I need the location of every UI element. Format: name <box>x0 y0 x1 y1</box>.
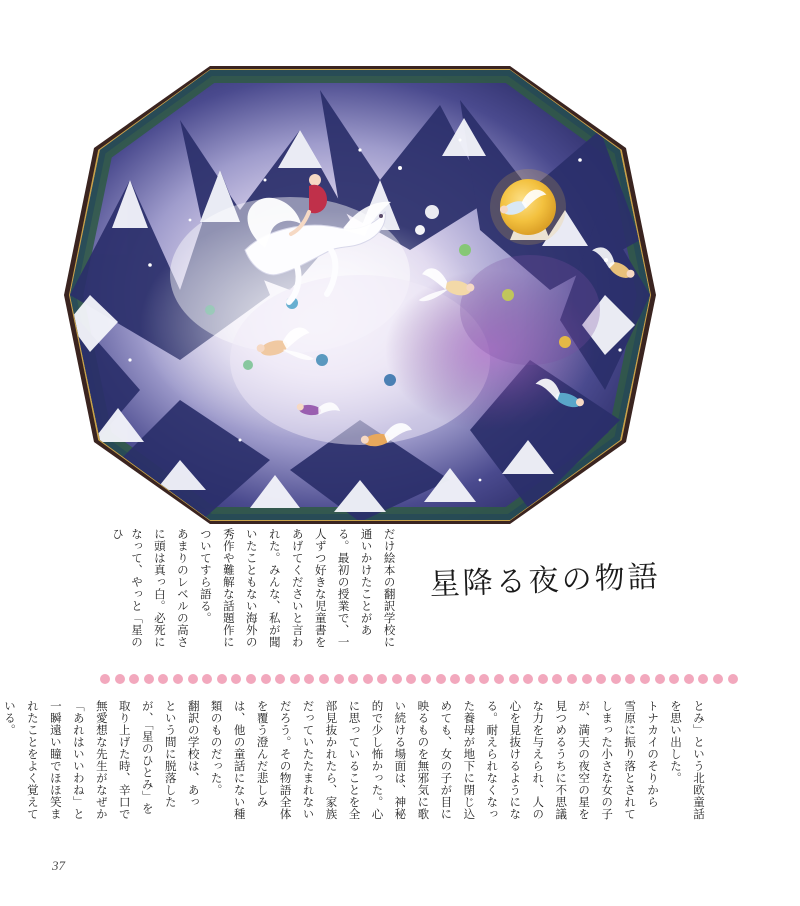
divider-dot <box>509 674 519 684</box>
divider-dot <box>363 674 373 684</box>
divider-dot <box>261 674 271 684</box>
lower-column-1: 雪原に振り落とされて <box>623 700 638 820</box>
night-sky-painting <box>60 60 660 530</box>
divider-dot <box>728 674 738 684</box>
lower-column-19: 類のものだった。 <box>209 700 224 796</box>
divider-dot <box>625 674 635 684</box>
page-number: 37 <box>52 858 65 873</box>
lower-column-18: は、他の童話にない種 <box>232 700 247 820</box>
divider-dot <box>552 674 562 684</box>
lower-column-21: という間に脱落した <box>163 700 178 808</box>
lower-column-4: 見つめるうちに不思議 <box>554 700 569 820</box>
divider-dot <box>421 674 431 684</box>
divider-dot <box>465 674 475 684</box>
divider-dot <box>669 674 679 684</box>
upper-column-9: あまりのレベルの高さ <box>175 528 190 648</box>
divider-dot <box>290 674 300 684</box>
lower-column-6: 心を見抜けるようにな <box>508 700 523 820</box>
divider-dot <box>436 674 446 684</box>
upper-column-4: あげてくださいと言わ <box>290 528 305 648</box>
divider-dot <box>392 674 402 684</box>
divider-dot <box>582 674 592 684</box>
lower-text-block <box>2 700 708 850</box>
divider-dot <box>188 674 198 684</box>
upper-column-7: 秀作や難解な話題作に <box>221 528 236 648</box>
lower-column-25: 「あれはいいわね」と <box>71 700 86 820</box>
divider-dot <box>698 674 708 684</box>
lower-right-column-0: とみ」という北欧童話 <box>692 700 706 820</box>
divider-dot <box>523 674 533 684</box>
lower-column-11: い続ける場面は、神秘 <box>393 700 408 820</box>
lower-column-5: な力を与えられ、人の <box>531 700 546 820</box>
upper-column-0: だけ絵本の翻訳学校に <box>382 528 397 648</box>
divider-dot <box>450 674 460 684</box>
divider-dot <box>494 674 504 684</box>
lower-column-10: 映るものを無邪気に歌 <box>416 700 431 820</box>
divider-dot <box>100 674 110 684</box>
lower-column-2: しまった小さな女の子 <box>600 700 615 820</box>
divider-dot <box>246 674 256 684</box>
lower-column-22: が、「星のひとみ」を <box>140 700 155 815</box>
divider-dot <box>538 674 548 684</box>
divider-dot <box>275 674 285 684</box>
lower-column-20: 翻訳の学校は、あっ <box>186 700 201 808</box>
upper-text-block <box>108 528 399 653</box>
lower-column-12: 的で少し怖かった。心 <box>370 700 385 820</box>
lower-column-24: 無愛想な先生がなぜか <box>94 700 109 820</box>
divider-dot <box>713 674 723 684</box>
divider-dot <box>684 674 694 684</box>
lower-right-column-1: を思い出した。 <box>669 700 684 784</box>
lower-column-9: めても、女の子が目に <box>439 700 454 820</box>
lower-column-13: に思っていることを全 <box>347 700 362 820</box>
divider-dot <box>319 674 329 684</box>
divider-dot <box>158 674 168 684</box>
dotted-divider <box>100 672 708 686</box>
divider-dot <box>217 674 227 684</box>
divider-dot <box>304 674 314 684</box>
upper-column-11: なって、やっと「星のひ <box>110 528 144 648</box>
divider-dot <box>348 674 358 684</box>
lower-column-3: が、満天の夜空の星を <box>577 700 592 820</box>
divider-dot <box>173 674 183 684</box>
lower-column-15: だっていたたまれない <box>301 700 316 820</box>
divider-dot <box>334 674 344 684</box>
upper-column-10: に頭は真っ白。必死に <box>152 528 167 648</box>
upper-column-1: 通いかけたことがあ <box>359 528 374 636</box>
lower-column-23: 取り上げた時、辛口で <box>117 700 132 820</box>
lower-right-group <box>666 700 708 850</box>
divider-dot <box>596 674 606 684</box>
page-title: 星降る夜の物語 <box>429 559 662 603</box>
upper-column-5: れた。みんな、私が聞 <box>267 528 282 648</box>
upper-column-3: 人ずつ好きな児童書を <box>313 528 328 648</box>
lower-column-16: だろう。その物語全体 <box>278 700 293 820</box>
lower-column-26: 一瞬遠い瞳でほほ笑ま <box>48 700 63 820</box>
divider-dot <box>655 674 665 684</box>
upper-column-8: ついてすら語る。 <box>198 528 213 624</box>
divider-dot <box>640 674 650 684</box>
illustration-figure <box>60 60 660 530</box>
divider-dot <box>377 674 387 684</box>
painting-interior <box>60 60 660 530</box>
divider-dot <box>611 674 621 684</box>
divider-dot <box>202 674 212 684</box>
divider-dot <box>129 674 139 684</box>
lower-column-27: れたことをよく覚えて <box>25 700 40 820</box>
divider-dot <box>567 674 577 684</box>
winged-figure-7 <box>607 72 644 116</box>
lower-column-28: いる。 <box>2 700 17 736</box>
divider-dot <box>144 674 154 684</box>
lower-column-0: トナカイのそりから <box>646 700 661 808</box>
divider-dot <box>406 674 416 684</box>
upper-column-6: いたこともない海外の <box>244 528 259 648</box>
lower-column-14: 部見抜かれたら、家族 <box>324 700 339 820</box>
lower-column-7: る。耐えられなくなっ <box>485 700 500 820</box>
lower-column-17: を覆う澄んだ悲しみ <box>255 700 270 808</box>
divider-dot <box>479 674 489 684</box>
divider-dot <box>231 674 241 684</box>
divider-dot <box>115 674 125 684</box>
upper-column-2: る。最初の授業で、一 <box>336 528 351 648</box>
lower-column-8: た養母が地下に閉じ込 <box>462 700 477 820</box>
